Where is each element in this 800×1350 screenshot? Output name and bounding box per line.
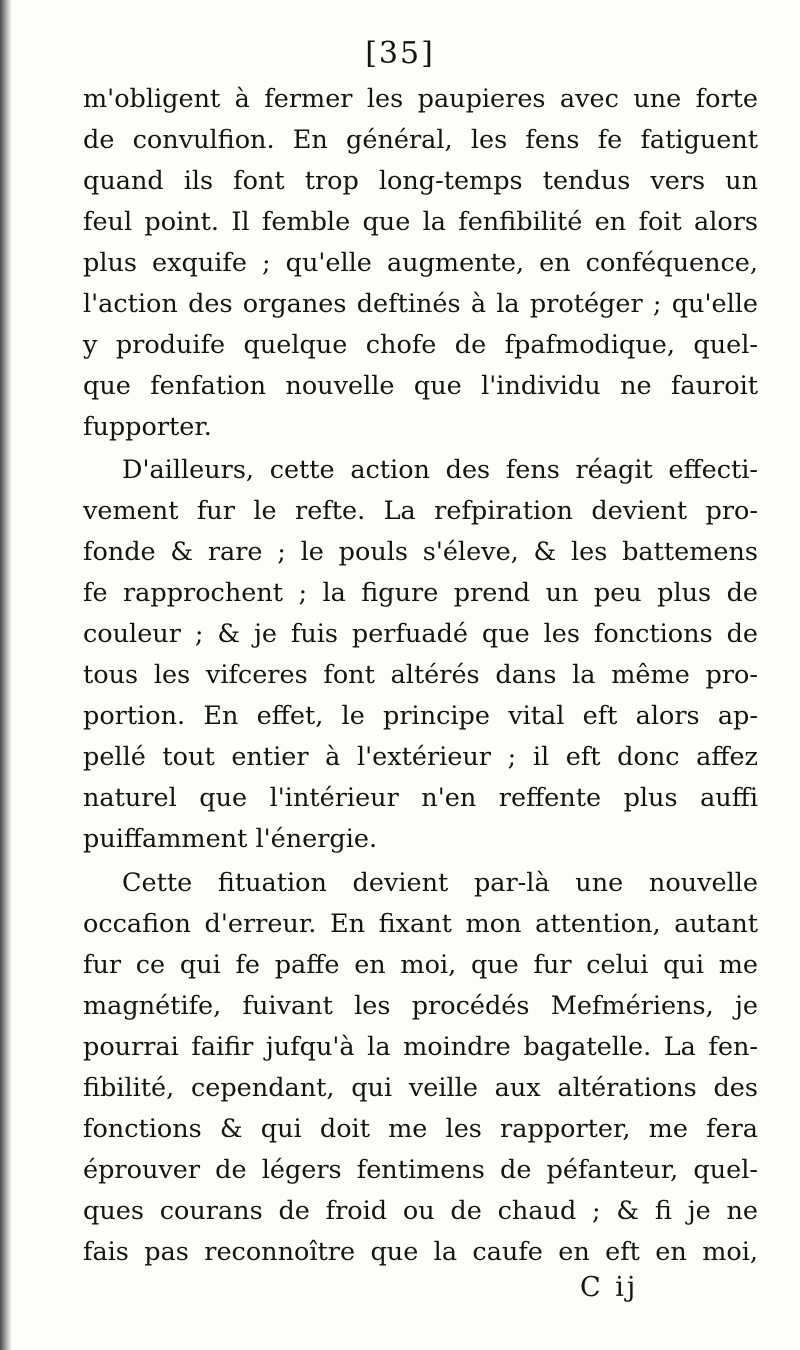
text-line: fonde & rare ; le pouls s'éleve, & les battemens <box>83 537 758 567</box>
paragraph-start-line: Cette fituation devient par-là une nouvelle <box>122 868 758 898</box>
text-line: fais pas reconnoître que la caufe en eft en moi, <box>83 1237 758 1267</box>
text-line: éprouver de légers fentimens de péfanteur, quel- <box>83 1155 758 1185</box>
text-line: naturel que l'intérieur n'en reffente plus auffi <box>83 783 758 813</box>
text-line: fe rapprochent ; la figure prend un peu plus de <box>83 578 758 608</box>
page-number: [35] <box>365 36 435 71</box>
text-line: m'obligent à fermer les paupieres avec une forte <box>83 84 758 114</box>
text-line: magnétife, fuivant les procédés Mefmériens, je <box>83 991 758 1021</box>
text-line: fibilité, cependant, qui veille aux altérations des <box>83 1073 758 1103</box>
text-line: l'action des organes deftinés à la protéger ; qu'elle <box>83 289 758 319</box>
text-line: pellé tout entier à l'extérieur ; il eft donc affez <box>83 742 758 772</box>
text-line: tous les vifceres font altérés dans la même pro- <box>83 660 758 690</box>
paragraph-start-line: D'ailleurs, cette action des fens réagit effecti- <box>122 455 758 485</box>
text-line: pourrai faifir jufqu'à la moindre bagatelle. La fen- <box>83 1032 758 1062</box>
text-line: feul point. Il femble que la fenfibilité en foit alors <box>83 207 758 237</box>
paragraph-end-line: fupporter. <box>83 412 212 442</box>
text-line: ques courans de froid ou de chaud ; & fi je ne <box>83 1196 758 1226</box>
text-line: que fenfation nouvelle que l'individu ne fauroit <box>83 371 758 401</box>
text-line: quand ils font trop long-temps tendus vers un <box>83 166 758 196</box>
text-line: fur ce qui fe paffe en moi, que fur celui qui me <box>83 950 758 980</box>
page-gutter-shadow <box>0 0 12 1350</box>
signature-mark: C ij <box>580 1272 639 1303</box>
text-line: plus exquife ; qu'elle augmente, en conféquence, <box>83 248 758 278</box>
text-line: y produife quelque chofe de fpafmodique, quel- <box>83 330 758 360</box>
paragraph-end-line: puiffamment l'énergie. <box>83 824 378 854</box>
text-line: de convulfion. En général, les fens fe fatiguent <box>83 125 758 155</box>
text-line: portion. En effet, le principe vital eft alors ap- <box>83 701 758 731</box>
text-line: couleur ; & je fuis perfuadé que les fonctions de <box>83 619 758 649</box>
text-line: occafion d'erreur. En fixant mon attention, autant <box>83 909 758 939</box>
text-line: vement fur le refte. La refpiration devient pro- <box>83 496 758 526</box>
text-line: fonctions & qui doit me les rapporter, me fera <box>83 1114 758 1144</box>
